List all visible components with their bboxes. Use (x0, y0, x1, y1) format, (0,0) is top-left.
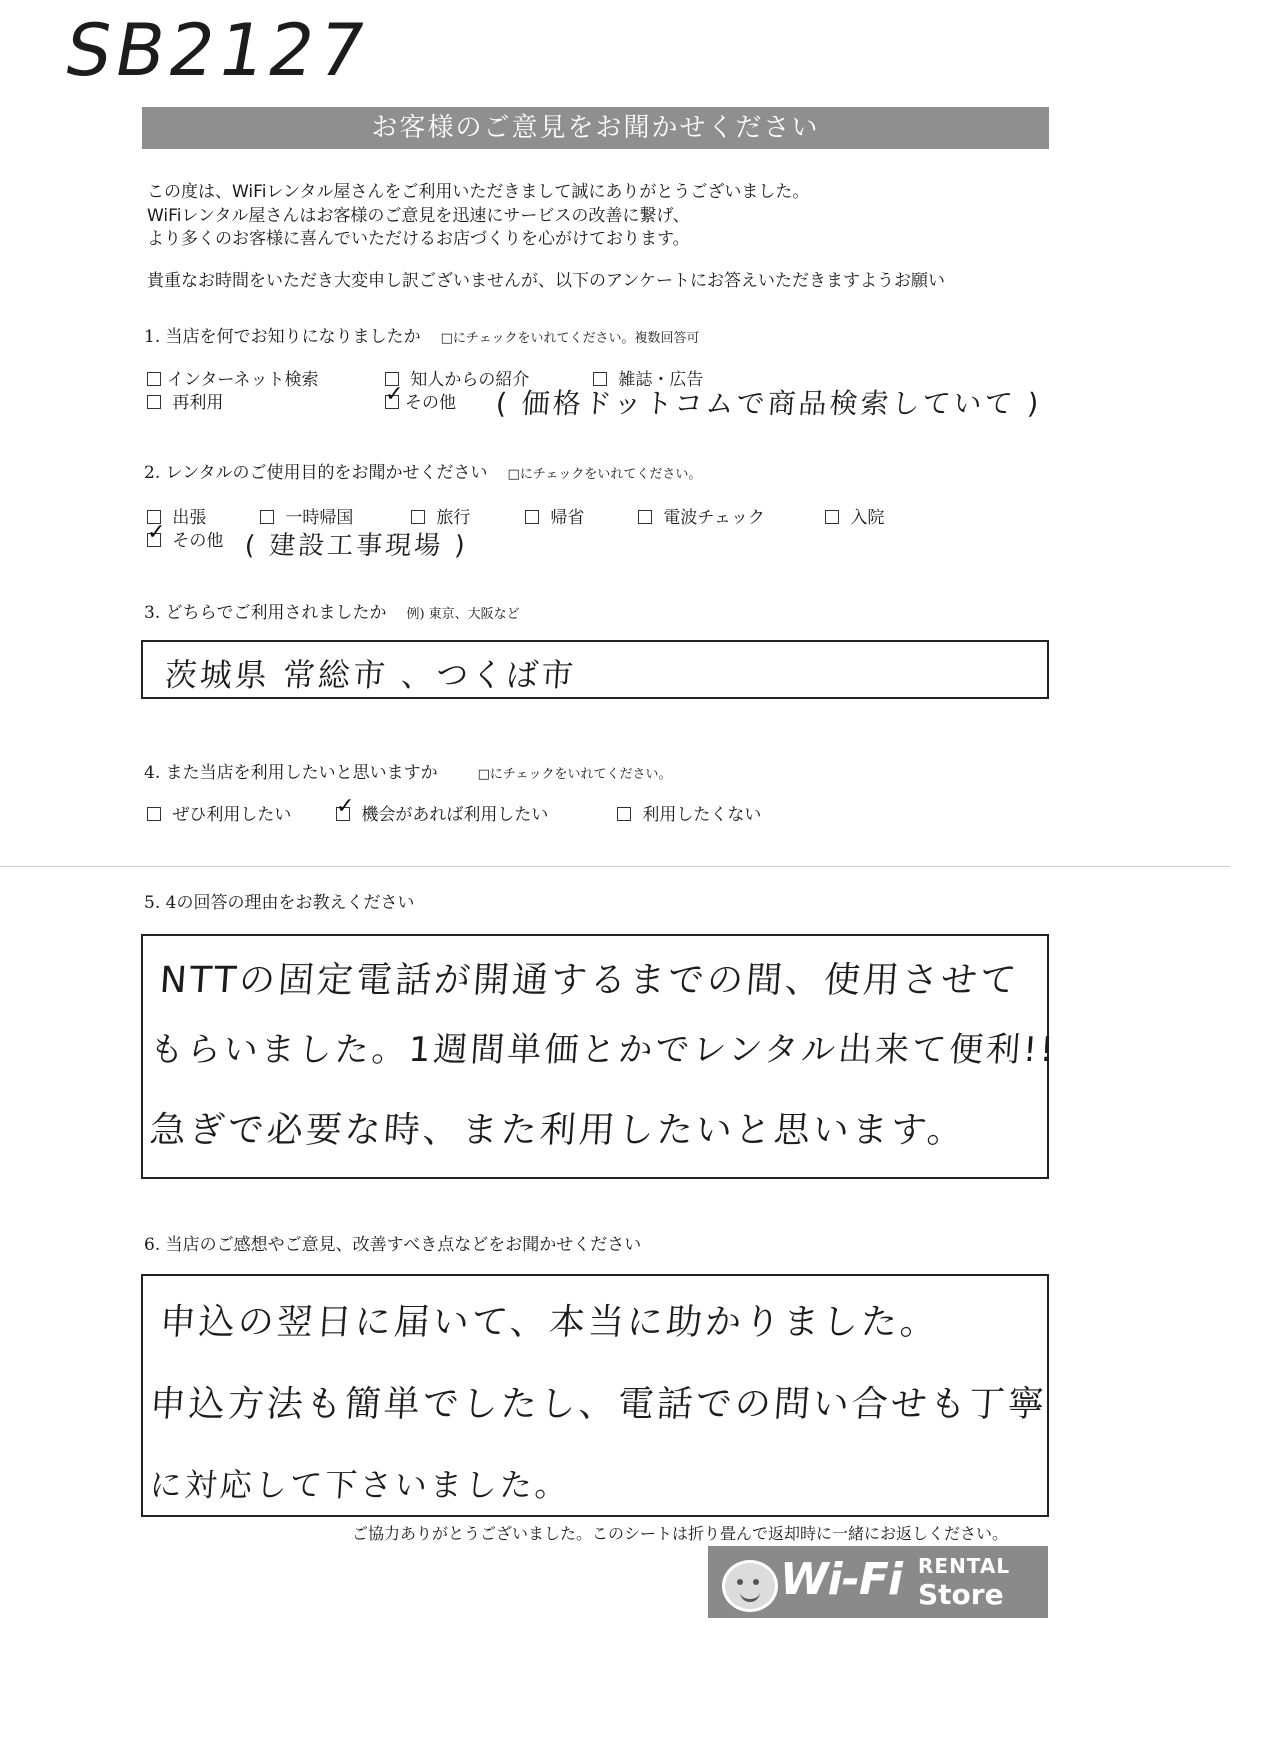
question-5-label: 5. 4の回答の理由をお教えください (144, 893, 415, 913)
option-label: インターネット検索 (167, 370, 319, 390)
question-1 (144, 322, 700, 347)
option-label: ぜひ利用したい (172, 805, 292, 825)
option-label: 入院 (850, 508, 885, 528)
q2-option-other[interactable] (147, 526, 223, 551)
q4-option-no[interactable] (617, 800, 761, 825)
option-label: その他 (172, 531, 224, 551)
q1-other-answer: ( 価格ドットコムで商品検索していて ) (494, 387, 1043, 420)
option-label: 帰省 (550, 508, 585, 528)
q6-answer-line-2: 申込方法も簡単でしたし、電話での問い合せも丁寧 (148, 1384, 1049, 1425)
page-title: お客様のご意見をお聞かせください (142, 107, 1049, 149)
question-6-label: 6. 当店のご感想やご意見、改善すべき点などをお聞かせください (144, 1235, 642, 1255)
intro-line-3: より多くのお客様に喜んでいただけるお店づくりを心がけております。 (147, 229, 690, 249)
q2-option-signal-check[interactable] (638, 503, 765, 528)
option-label: 再利用 (172, 393, 224, 413)
question-4 (144, 758, 672, 783)
q4-option-if-chance[interactable] (336, 800, 548, 825)
logo-wifi: Wi-Fi (780, 1554, 903, 1605)
option-label: 一時帰国 (285, 508, 354, 528)
option-label: 知人からの紹介 (410, 370, 530, 390)
q3-answer: 茨城県 常総市 、つくば市 (163, 656, 578, 694)
q1-option-other[interactable] (385, 388, 456, 413)
q1-option-reuse[interactable] (147, 388, 223, 413)
option-label: 旅行 (436, 508, 471, 528)
fold-line (0, 866, 1230, 867)
logo-rental: RENTAL (918, 1554, 1011, 1578)
question-1-note: □にチェックをいれてください。複数回答可 (440, 331, 700, 346)
option-label: 利用したくない (642, 805, 762, 825)
checkbox-icon[interactable] (147, 395, 161, 409)
option-label: 電波チェック (663, 508, 765, 528)
logo-store: Store (918, 1578, 1004, 1611)
option-label: 雑誌・広告 (618, 370, 704, 390)
q6-answer-line-3: に対応して下さいました。 (148, 1466, 572, 1504)
question-5 (144, 888, 414, 913)
option-label: 出張 (172, 508, 207, 528)
intro-line-1: この度は、WiFiレンタル屋さんをご利用いただきまして誠にありがとうございました。 (147, 182, 810, 202)
q2-option-homecoming[interactable] (525, 503, 584, 528)
checkbox-icon[interactable] (260, 510, 274, 524)
intro-line-2: WiFiレンタル屋さんはお客様のご意見を迅速にサービスの改善に繋げ、 (147, 206, 690, 226)
checkbox-icon[interactable] (638, 510, 652, 524)
question-4-note: □にチェックをいれてください。 (477, 767, 672, 782)
checkbox-icon[interactable] (147, 807, 161, 821)
checkbox-checked-icon[interactable] (336, 807, 350, 821)
checkbox-checked-icon[interactable] (385, 395, 399, 409)
footer-thanks: ご協力ありがとうございました。このシートは折り畳んで返却時に一緒にお返しください。 (352, 1524, 1009, 1543)
mascot-icon (722, 1560, 778, 1612)
checkbox-icon[interactable] (147, 372, 161, 386)
checkbox-icon[interactable] (825, 510, 839, 524)
q5-answer-line-2: もらいました。1週間単価とかでレンタル出来て便利!! (148, 1030, 1058, 1070)
q2-option-hospital[interactable] (825, 503, 884, 528)
option-label: その他 (405, 393, 456, 413)
question-4-label: 4. また当店を利用したいと思いますか (144, 763, 438, 783)
q6-answer-line-1: 申込の翌日に届いて、本当に助かりました。 (158, 1302, 941, 1343)
question-2-note: □にチェックをいれてください。 (507, 467, 702, 482)
q1-option-internet[interactable] (147, 365, 318, 390)
q5-answer-line-1: NTTの固定電話が開通するまでの間、使用させて (158, 960, 1021, 1001)
question-6 (144, 1230, 641, 1255)
question-3 (144, 598, 520, 623)
question-2-label: 2. レンタルのご使用目的をお聞かせください (144, 463, 488, 483)
q2-other-answer: ( 建設工事現場 ) (243, 531, 469, 561)
question-2 (144, 458, 701, 483)
question-3-note: 例) 東京、大阪など (406, 607, 520, 622)
checkbox-icon[interactable] (525, 510, 539, 524)
intro-line-4: 貴重なお時間をいただき大変申し訳ございませんが、以下のアンケートにお答えいただきますようお願い (147, 271, 945, 291)
question-3-label: 3. どちらでご利用されましたか (144, 603, 387, 623)
wifi-rental-store-logo (708, 1546, 1048, 1618)
q5-answer-line-3: 急ぎで必要な時、また利用したいと思います。 (148, 1110, 968, 1151)
question-1-label: 1. 当店を何でお知りになりましたか (144, 327, 421, 347)
q4-option-definitely[interactable] (147, 800, 291, 825)
form-id-handwritten: SB2127 (58, 8, 376, 92)
option-label: 機会があれば利用したい (361, 805, 549, 825)
checkbox-icon[interactable] (411, 510, 425, 524)
checkbox-checked-icon[interactable] (147, 533, 161, 547)
checkbox-icon[interactable] (617, 807, 631, 821)
